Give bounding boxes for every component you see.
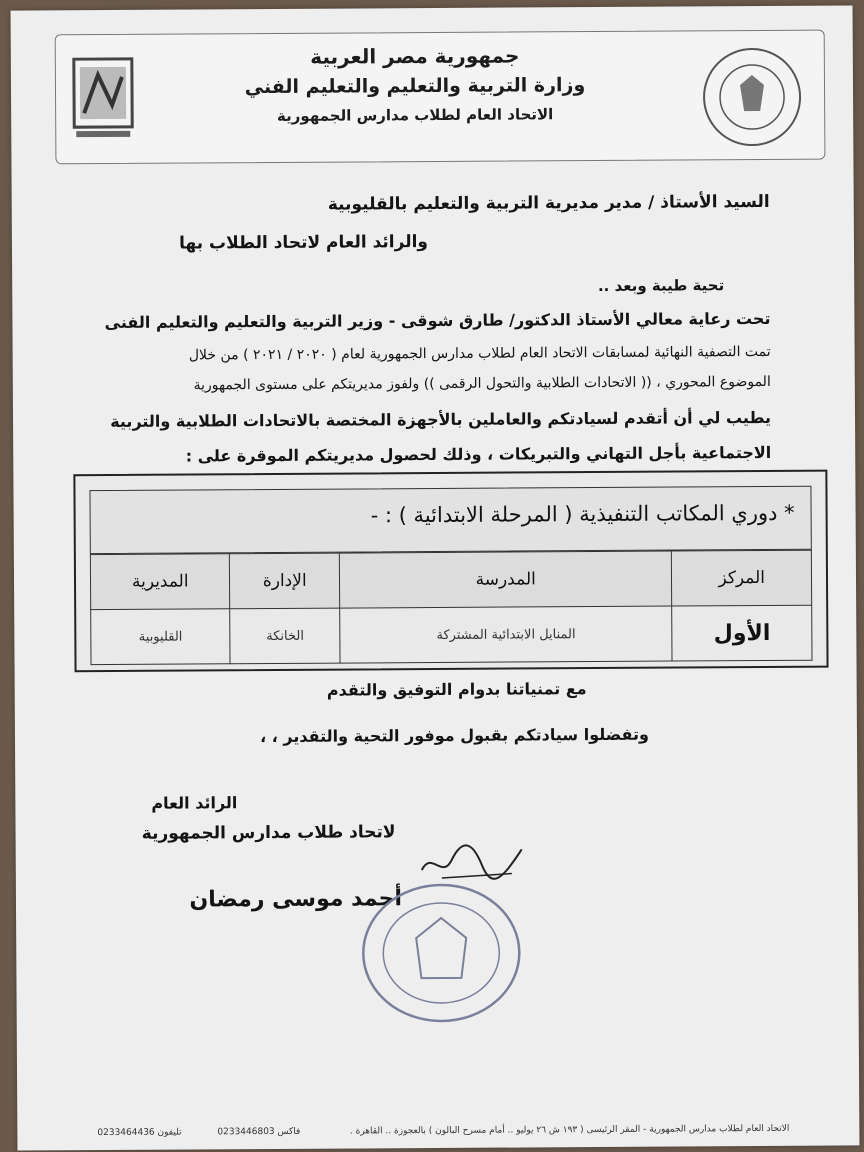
header-directorate: المديرية — [90, 554, 230, 610]
official-stamp-icon — [356, 877, 527, 1028]
footer-fax: 0233446803 فاكس — [217, 1126, 301, 1138]
cell-directorate: القليوبية — [91, 609, 231, 665]
letter-page — [11, 5, 860, 1150]
addressee-line-2: والرائد العام لاتحاد الطلاب بها — [179, 232, 429, 254]
body-line-3: يطيب لي أن أتقدم لسيادتكم والعاملين بالأجهزة المختصة بالاتحادات الطلابية والتربية — [110, 407, 772, 431]
body-line-1: تمت التصفية النهائية لمسابقات الاتحاد العام لطلاب مدارس الجمهورية لعام ( ٢٠٢٠ / ٢٠٢١ ) من خلال — [188, 343, 771, 364]
greeting: تحية طيبة وبعد .. — [597, 276, 725, 295]
cell-school: المنايل الابتدائية المشتركة — [340, 606, 673, 663]
body-line-2: الموضوع المحوري ، (( الاتحادات الطلابية والتحول الرقمى )) ولفوز مديريتكم على مستوى الجمهورية — [193, 373, 771, 394]
signature-title: الرائد العام — [151, 793, 238, 813]
award-table-title: * دوري المكاتب التنفيذية ( المرحلة الابتدائية ) : - — [89, 486, 811, 554]
footer-address: الاتحاد العام لطلاب مدارس الجمهورية - المقر الرئيسى ( ١٩٣ ش ٢٦ يوليو .. أمام مسرح البالون ) بالعجوزة .. القاهرة . — [349, 1123, 790, 1137]
award-table — [90, 550, 813, 665]
addressee-line-1: السيد الأستاذ / مدير مديرية التربية والتعليم بالقليوبية — [327, 191, 770, 215]
header-administration: الإدارة — [230, 553, 340, 609]
country-name: جمهورية مصر العربية — [310, 43, 520, 69]
signatory-name: أحمد موسى رمضان — [189, 886, 403, 913]
union-logo-icon — [68, 53, 139, 149]
letterhead — [55, 30, 826, 165]
award-table-frame — [73, 470, 828, 673]
ministry-seal-icon — [700, 45, 805, 150]
footer — [97, 1124, 789, 1138]
table-row — [91, 605, 812, 664]
closing-regards: وتفضلوا سيادتكم بقبول موفور التحية والتقدير ، ، — [260, 724, 650, 747]
table-header-row — [90, 550, 811, 609]
body-line-4: الاجتماعية بأجل التهاني والتبريكات ، وذلك لحصول مديريتكم الموقرة على : — [185, 442, 772, 466]
ministry-name: وزارة التربية والتعليم والتعليم الفني — [244, 74, 586, 99]
footer-phone: 0233464436 تليفون — [97, 1127, 182, 1139]
union-name: الاتحاد العام لطلاب مدارس الجمهورية — [276, 105, 554, 125]
signature-org: لاتحاد طلاب مدارس الجمهورية — [141, 822, 396, 844]
cell-administration: الخانكة — [230, 608, 340, 664]
cell-rank: الأول — [672, 605, 812, 661]
closing-wish: مع تمنياتنا بدوام التوفيق والتقدم — [326, 679, 587, 700]
patronage-line: تحت رعاية معالي الأستاذ الدكتور/ طارق شوقى - وزير التربية والتعليم والتعليم الفنى — [104, 308, 771, 333]
header-rank: المركز — [672, 550, 812, 606]
header-school: المدرسة — [339, 551, 672, 608]
